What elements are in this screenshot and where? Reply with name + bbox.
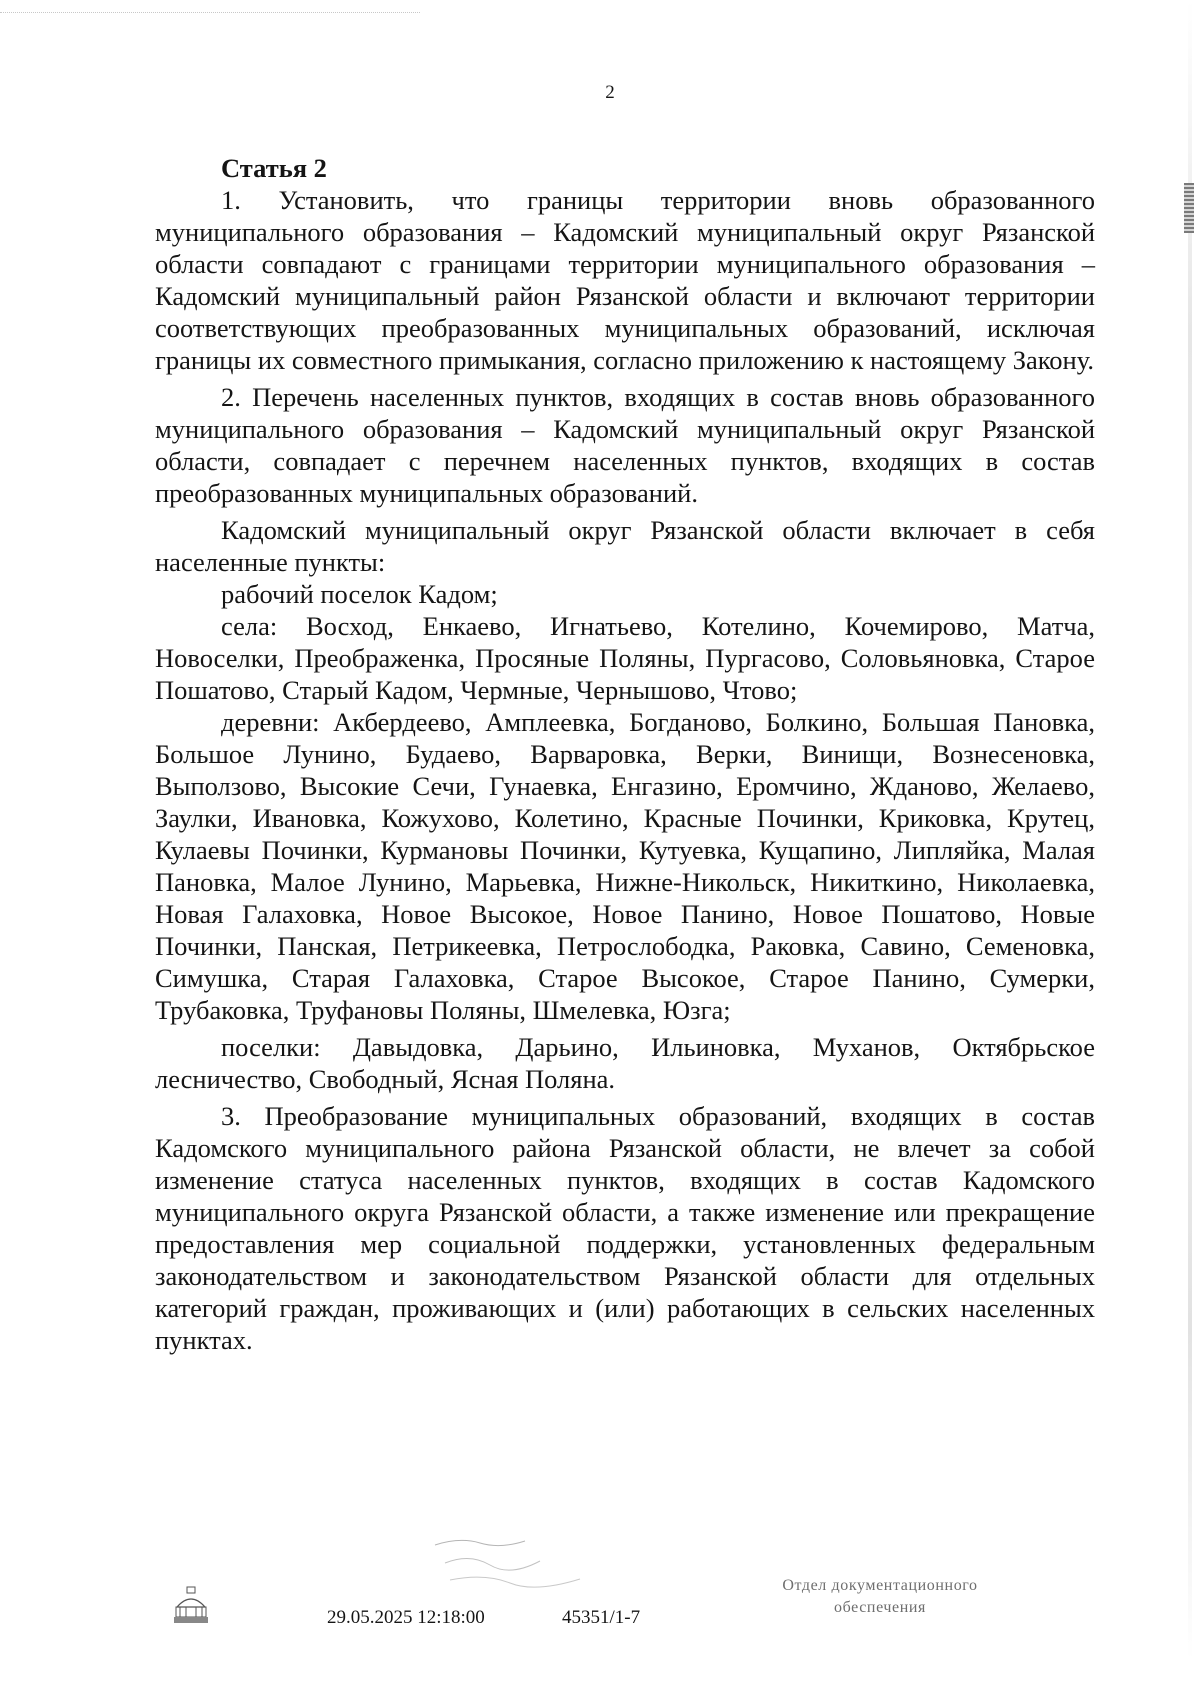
scan-noise-top	[0, 12, 420, 14]
department-stamp	[740, 1575, 1020, 1619]
paragraph-3: 3. Преобразование муниципальных образований, входящих в состав Кадомского муниципального района Рязанской области, не влечет за собой изменение статуса населенных пунктов, входящих в состав Кадомского муниципального округа Рязанской области, а также изменение или прекращение предоставления мер социальной поддержки, установленных федеральным законодательством и законодательством Рязанской области для отдельных категорий граждан, проживающих и (или) работающих в сельских населенных пунктах.	[155, 1101, 1095, 1355]
emblem-icon	[168, 1585, 214, 1627]
document-body	[155, 152, 1095, 1356]
department-stamp-line1: Отдел документационного	[782, 1577, 978, 1594]
signature-icon	[430, 1535, 600, 1595]
article-heading: Статья 2	[221, 153, 327, 183]
paragraph-settlements-poselki: поселки: Давыдовка, Дарьино, Ильиновка, Муханов, Октябрьское лесничество, Свободный, Ясная Поляна.	[155, 1032, 1095, 1094]
footer-document-number: 45351/1-7	[562, 1607, 641, 1628]
footer-timestamp: 29.05.2025 12:18:00	[327, 1607, 485, 1628]
department-stamp-line2: обеспечения	[833, 1599, 927, 1616]
page-number: 2	[605, 82, 615, 103]
paragraph-villages-sela: села: Восход, Енкаево, Игнатьево, Котелино, Кочемирово, Матча, Новоселки, Преображенка, Просяные Поляны, Пургасово, Соловьяновка, Старое Пошатово, Старый Кадом, Чермные, Чернышово, Чтово;	[155, 611, 1095, 705]
paragraph-workers-settlement: рабочий поселок Кадом;	[221, 579, 498, 609]
scan-edge-mark	[1184, 183, 1194, 233]
paragraph-settlements-intro: Кадомский муниципальный округ Рязанской области включает в себя населенные пункты:	[155, 515, 1095, 577]
scan-edge	[1188, 0, 1192, 1660]
paragraph-2: 2. Перечень населенных пунктов, входящих в состав вновь образованного муниципального образования – Кадомский муниципальный округ Рязанской области, совпадает с перечнем населенных пунктов, входящих в состав преобразованных муниципальных образований.	[155, 382, 1095, 508]
paragraph-1: 1. Установить, что границы территории вновь образованного муниципального образования – Кадомский муниципальный округ Рязанской области совпадают с границами территории муниципального образования – Кадомский муниципальный район Рязанской области и включают территории соответствующих преобразованных муниципальных образований, исключая границы их совместного примыкания, согласно приложению к настоящему Закону.	[155, 185, 1095, 375]
paragraph-villages-derevni: деревни: Акбердеево, Амплеевка, Богданово, Болкино, Большая Пановка, Большое Лунино, Будаево, Варваровка, Верки, Винищи, Вознесеновка, Выползово, Высокие Сечи, Гунаевка, Енгазино, Еромчино, Жданово, Желаево, Заулки, Ивановка, Кожухово, Колетино, Красные Починки, Криковка, Крутец, Кулаевы Починки, Курмановы Починки, Кутуевка, Кущапино, Липляйка, Малая Пановка, Малое Лунино, Марьевка, Нижне-Никольск, Никиткино, Николаевка, Новая Галаховка, Новое Высокое, Новое Панино, Новое Пошатово, Новые Починки, Панская, Петрикеевка, Петрослободка, Раковка, Савино, Семеновка, Симушка, Старая Галаховка, Старое Высокое, Старое Панино, Сумерки, Трубаковка, Труфановы Поляны, Шмелевка, Юзга;	[155, 707, 1095, 1025]
